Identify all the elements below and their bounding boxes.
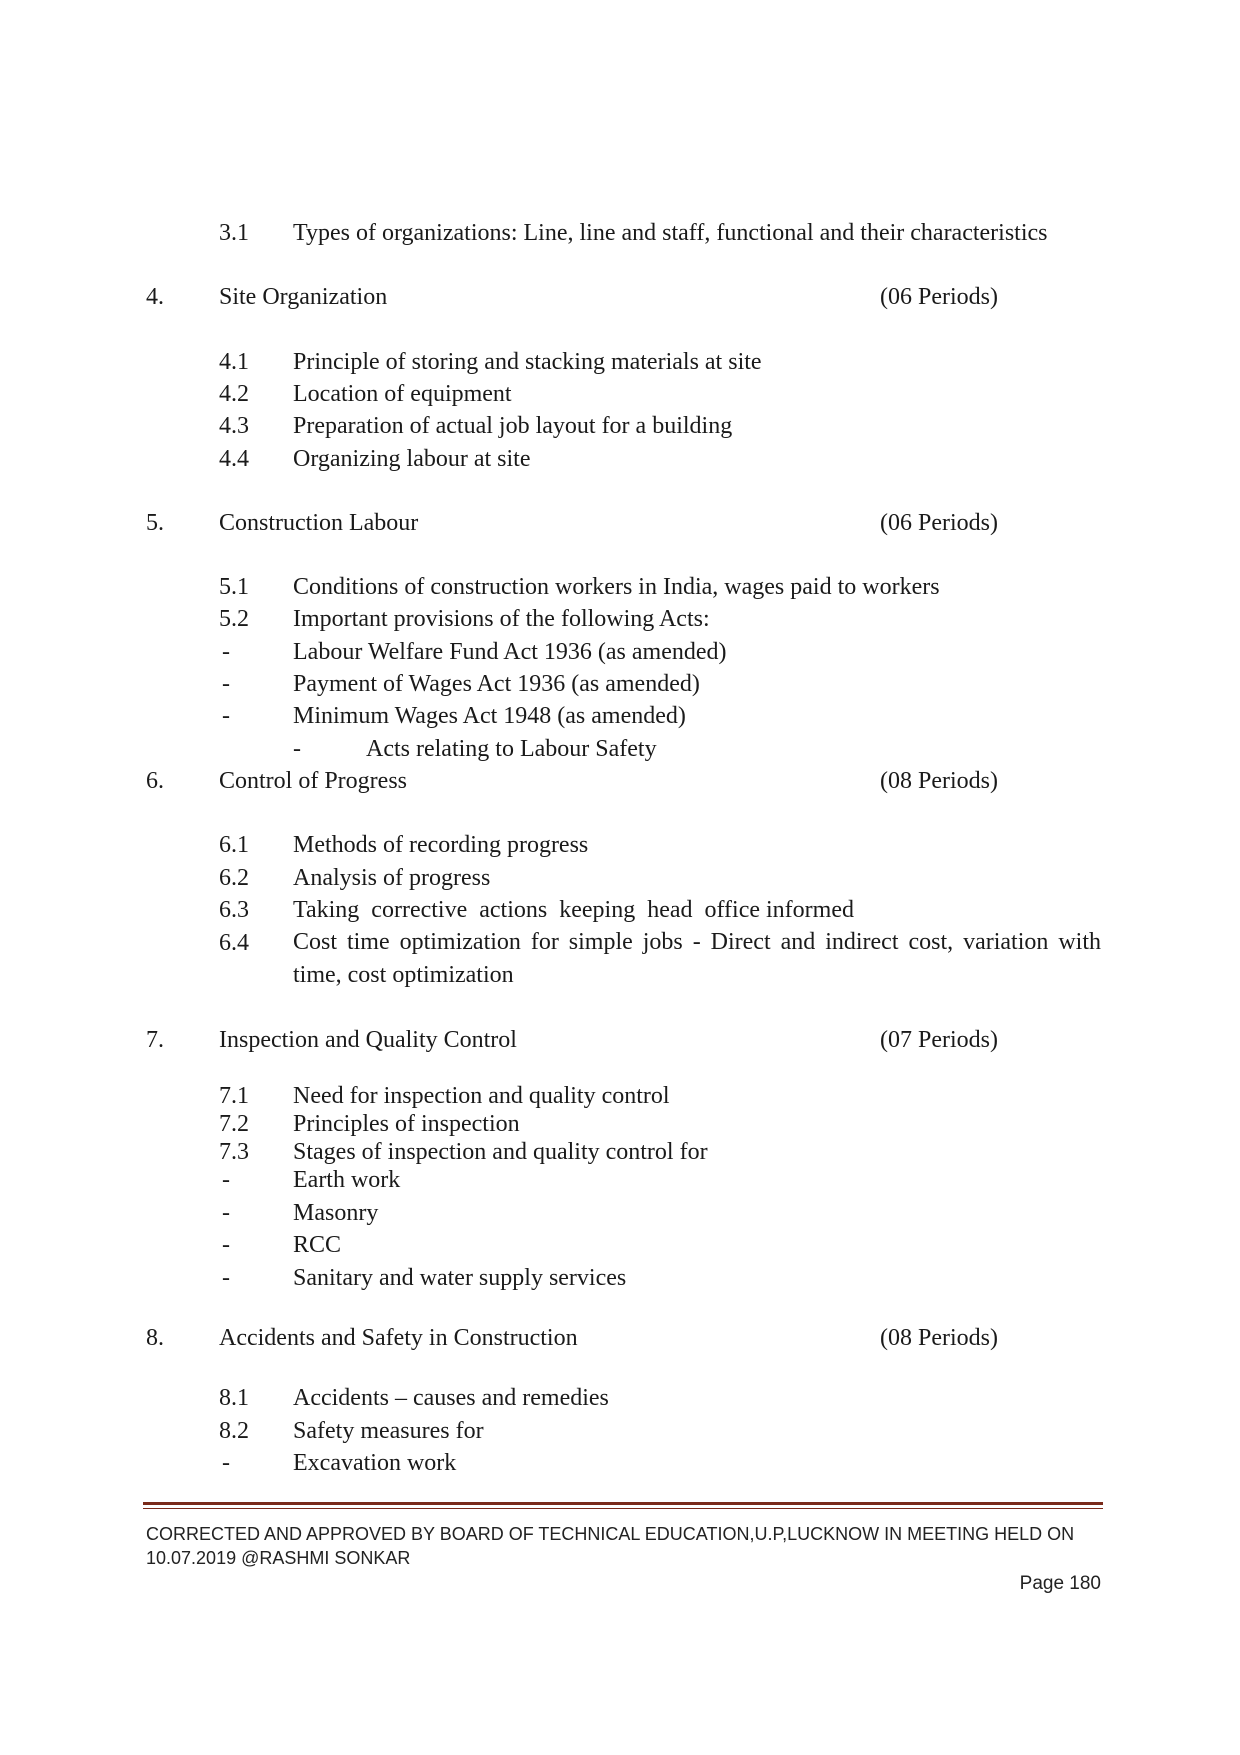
dash-bullet: - [293, 736, 301, 762]
item-text: Conditions of construction workers in India, wages paid to workers [293, 574, 940, 600]
item-number: 7.2 [219, 1111, 249, 1137]
section-number: 4. [146, 284, 164, 310]
item-text: Methods of recording progress [293, 832, 589, 858]
item-number: 5.2 [219, 606, 249, 632]
item-text: Labour Welfare Fund Act 1936 (as amended) [293, 639, 727, 665]
item-text: Earth work [293, 1167, 401, 1193]
footer-rule-thick [143, 1502, 1103, 1505]
dash-bullet: - [222, 1167, 230, 1193]
item-number: 7.1 [219, 1083, 249, 1109]
item-text: Principles of inspection [293, 1111, 520, 1137]
section-number: 7. [146, 1027, 164, 1053]
section-number: 8. [146, 1325, 164, 1351]
footer-approval-line-1: CORRECTED AND APPROVED BY BOARD OF TECHNICAL EDUCATION,U.P,LUCKNOW IN MEETING HELD ON [146, 1524, 1075, 1544]
footer-approval-line-2: 10.07.2019 @RASHMI SONKAR [146, 1548, 411, 1568]
item-number: 7.3 [219, 1139, 249, 1165]
item-text: Principle of storing and stacking materials at site [293, 349, 762, 375]
section-periods: (08 Periods) [880, 1325, 998, 1351]
item-number: 6.4 [219, 930, 249, 956]
dash-bullet: - [222, 1450, 230, 1476]
section-title: Construction Labour [219, 510, 419, 536]
section-number: 6. [146, 768, 164, 794]
item-number: 6.2 [219, 865, 249, 891]
item-text: Minimum Wages Act 1948 (as amended) [293, 703, 686, 729]
item-text: Preparation of actual job layout for a building [293, 413, 733, 439]
section-title: Site Organization [219, 284, 388, 310]
item-text: Location of equipment [293, 381, 512, 407]
section-title: Control of Progress [219, 768, 407, 794]
item-text: Analysis of progress [293, 865, 491, 891]
dash-bullet: - [222, 1200, 230, 1226]
dash-bullet: - [222, 639, 230, 665]
item-number: 6.3 [219, 897, 249, 923]
item-text: Taking corrective actions keeping head office informed [293, 897, 854, 923]
item-number: 4.1 [219, 349, 249, 375]
item-text: Sanitary and water supply services [293, 1265, 627, 1291]
item-number: 4.4 [219, 446, 249, 472]
section-periods: (08 Periods) [880, 768, 998, 794]
section-title: Accidents and Safety in Construction [219, 1325, 578, 1351]
item-text: Safety measures for [293, 1418, 484, 1444]
page-number: Page 180 [1019, 1573, 1101, 1594]
item-text: Excavation work [293, 1450, 457, 1476]
item-text: Stages of inspection and quality control for [293, 1139, 708, 1165]
section-periods: (06 Periods) [880, 284, 998, 310]
section-number: 5. [146, 510, 164, 536]
dash-bullet: - [222, 1265, 230, 1291]
item-text: Masonry [293, 1200, 379, 1226]
item-text: Types of organizations: Line, line and staff, functional and their characteristics [293, 220, 1048, 246]
section-periods: (07 Periods) [880, 1027, 998, 1053]
dash-bullet: - [222, 703, 230, 729]
item-text: Important provisions of the following Acts: [293, 606, 710, 632]
item-text: Accidents – causes and remedies [293, 1385, 609, 1411]
item-number: 5.1 [219, 574, 249, 600]
section-periods: (06 Periods) [880, 510, 998, 536]
footer-rule-thin [143, 1508, 1103, 1509]
item-number: 8.1 [219, 1385, 249, 1411]
item-number: 3.1 [219, 220, 249, 246]
item-text: RCC [293, 1232, 342, 1258]
dash-bullet: - [222, 1232, 230, 1258]
item-number: 4.3 [219, 413, 249, 439]
item-text: Acts relating to Labour Safety [366, 736, 657, 762]
dash-bullet: - [222, 671, 230, 697]
item-text-6-4: Cost time optimization for simple jobs - Direct and indirect cost, variation with time, cost optimization [293, 929, 1101, 988]
item-number: 8.2 [219, 1418, 249, 1444]
item-text: Organizing labour at site [293, 446, 531, 472]
item-number: 6.1 [219, 832, 249, 858]
item-text: Need for inspection and quality control [293, 1083, 670, 1109]
item-number: 4.2 [219, 381, 249, 407]
section-title: Inspection and Quality Control [219, 1027, 517, 1053]
item-text: Payment of Wages Act 1936 (as amended) [293, 671, 700, 697]
